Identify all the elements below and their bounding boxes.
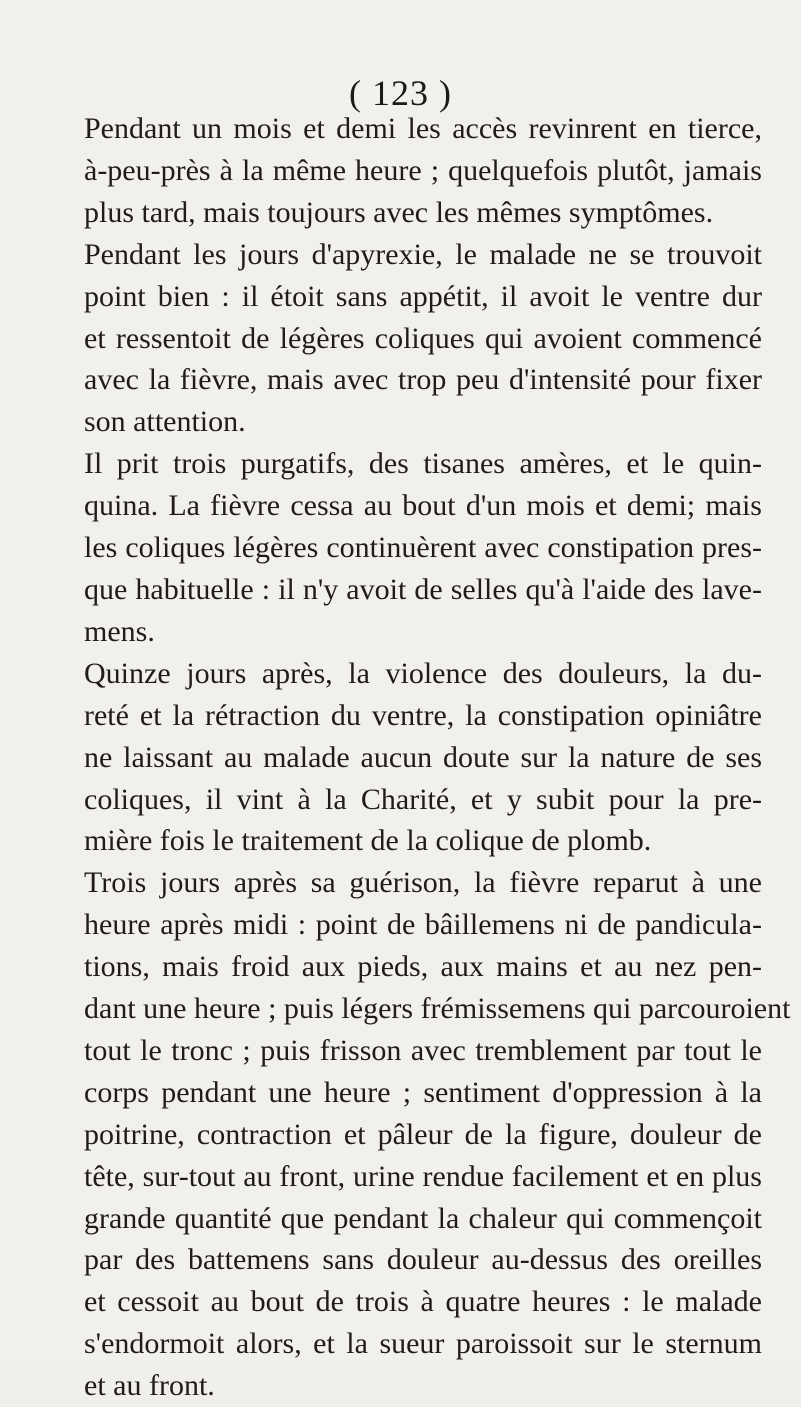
text-line: Trois jours après sa guérison, la fièvre reparut à une (84, 866, 762, 900)
text-line: son attention. (84, 405, 246, 439)
text-line: et au front. (84, 1369, 215, 1403)
text-line: mière fois le traitement de la colique de plomb. (84, 824, 652, 858)
text-line: que habituelle : il n'y avoit de selles qu'à l'aide des lave- (84, 572, 762, 606)
text-line: mens. (84, 614, 155, 648)
paragraph-1 (50, 108, 762, 234)
text-line: tions, mais froid aux pieds, aux mains et au nez pen- (84, 950, 762, 984)
text-line: Pendant les jours d'apyrexie, le malade ne se trouvoit (84, 237, 762, 271)
text-line: plus tard, mais toujours avec les mêmes symptômes. (84, 195, 714, 229)
text-line: quina. La fièvre cessa au bout d'un mois et demi; mais (84, 489, 762, 523)
text-line: à-peu-près à la même heure ; quelquefois plutôt, jamais (84, 153, 762, 187)
paragraph-2 (50, 234, 762, 444)
text-line: heure après midi : point de bâillemens ni de pandicula- (84, 908, 762, 942)
text-line: Il prit trois purgatifs, des tisanes amères, et le quin- (84, 447, 762, 481)
paragraph-4 (50, 653, 762, 863)
body-text (50, 108, 791, 1407)
paragraph-3 (50, 443, 762, 653)
text-line: et cessoit au bout de trois à quatre heures : le malade (84, 1285, 762, 1319)
text-line: avec la fièvre, mais avec trop peu d'intensité pour fixer (84, 363, 762, 397)
page-number: ( 123 ) (349, 73, 452, 113)
text-line: Quinze jours après, la violence des douleurs, la du- (84, 656, 762, 690)
text-line: Pendant un mois et demi les accès revinrent en tierce, (84, 112, 762, 145)
text-line: et ressentoit de légères coliques qui avoient commencé (84, 321, 762, 355)
text-line: ne laissant au malade aucun doute sur la nature de ses (84, 740, 762, 774)
text-line: dant une heure ; puis légers frémissemens qui parcouroient (84, 992, 791, 1026)
text-line: les coliques légères continuèrent avec constipation pres- (84, 531, 762, 565)
text-line: coliques, il vint à la Charité, et y subit pour la pre- (84, 782, 762, 816)
text-line: grande quantité que pendant la chaleur qui commençoit (84, 1201, 762, 1235)
text-line: reté et la rétraction du ventre, la constipation opiniâtre (84, 698, 762, 732)
paragraph-5 (50, 862, 791, 1407)
text-line: poitrine, contraction et pâleur de la figure, douleur de (84, 1117, 762, 1151)
text-line: s'endormoit alors, et la sueur paroissoit sur le sternum (84, 1327, 762, 1361)
text-line: tête, sur-tout au front, urine rendue facilement et en plus (84, 1159, 762, 1193)
text-line: tout le tronc ; puis frisson avec tremblement par tout le (84, 1033, 762, 1067)
text-line: point bien : il étoit sans appétit, il avoit le ventre dur (84, 279, 762, 313)
text-line: par des battemens sans douleur au-dessus des oreilles (84, 1243, 762, 1277)
text-line: corps pendant une heure ; sentiment d'oppression à la (84, 1075, 762, 1109)
